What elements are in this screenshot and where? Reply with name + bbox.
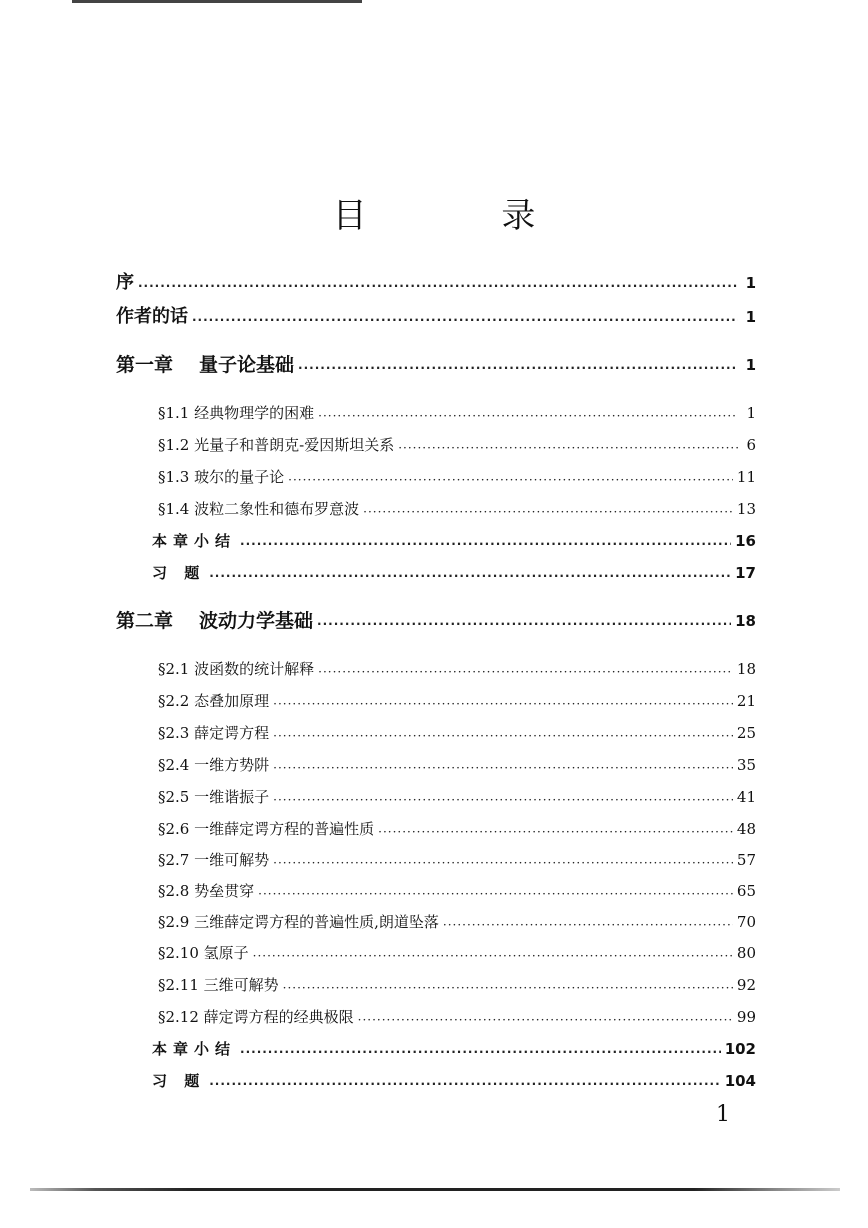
dot-leader — [288, 468, 733, 492]
dot-leader — [273, 724, 733, 748]
toc-entry-chapter-2[interactable] — [116, 606, 756, 636]
toc-entry-preface[interactable] — [116, 268, 756, 298]
toc-entry-section-2-10[interactable] — [158, 938, 756, 968]
toc-label: §1.3 玻尔的量子论 — [158, 468, 285, 486]
toc-page: 1 — [745, 274, 756, 292]
toc-label: 本章小结 — [152, 1040, 237, 1058]
dot-leader — [283, 976, 733, 1000]
toc-page: 104 — [724, 1072, 756, 1090]
toc-entry-section-2-1[interactable] — [158, 654, 756, 684]
toc-entry-section-2-3[interactable] — [158, 718, 756, 748]
page-title: 目 录 — [332, 196, 598, 236]
toc-page: 17 — [735, 564, 756, 582]
toc-entry-section-2-4[interactable] — [158, 750, 756, 780]
toc-label: §2.5 一维谐振子 — [158, 788, 270, 806]
toc-page: 99 — [736, 1008, 756, 1026]
toc-label: §2.9 三维薛定谔方程的普遍性质,朗道坠落 — [158, 913, 439, 931]
toc-label: 本章小结 — [152, 532, 237, 550]
toc-page: 1 — [745, 356, 756, 374]
toc-page: 6 — [746, 436, 756, 454]
toc-label: §2.10 氢原子 — [158, 944, 249, 962]
toc-page: 1 — [746, 404, 756, 422]
toc-entry-section-2-12[interactable] — [158, 1002, 756, 1032]
toc-page: 102 — [724, 1040, 756, 1058]
toc-entry-chapter-1-summary[interactable] — [152, 526, 756, 556]
toc-label: §2.11 三维可解势 — [158, 976, 279, 994]
toc-entry-section-1-3[interactable] — [158, 462, 756, 492]
toc-entry-section-2-7[interactable] — [158, 845, 756, 875]
dot-leader — [398, 436, 738, 460]
toc-entry-chapter-1[interactable] — [116, 350, 756, 380]
toc-label: §2.6 一维薛定谔方程的普遍性质 — [158, 820, 375, 838]
dot-leader — [273, 788, 733, 812]
toc-label: 习 题 — [152, 1072, 206, 1090]
toc-label: §1.2 光量子和普朗克-爱因斯坦关系 — [158, 436, 395, 454]
toc-label: §2.3 薛定谔方程 — [158, 724, 270, 742]
toc-entry-section-1-1[interactable] — [158, 398, 756, 428]
toc-entry-section-1-4[interactable] — [158, 494, 756, 524]
toc-page: 80 — [736, 944, 756, 962]
toc-page: 65 — [736, 882, 756, 900]
toc-page: 18 — [736, 660, 756, 678]
dot-leader — [273, 692, 733, 716]
dot-leader — [258, 882, 733, 906]
toc-page: 16 — [735, 532, 756, 550]
toc-page: 41 — [736, 788, 756, 806]
toc-entry-section-2-6[interactable] — [158, 814, 756, 844]
toc-label: 作者的话 — [116, 306, 188, 327]
dot-leader — [209, 564, 731, 588]
top-scan-line — [72, 0, 362, 3]
toc-label: §2.12 薛定谔方程的经典极限 — [158, 1008, 354, 1026]
toc-page: 11 — [736, 468, 756, 486]
dot-leader — [192, 308, 738, 332]
dot-leader — [317, 612, 731, 636]
toc-label: §2.8 势垒贯穿 — [158, 882, 255, 900]
toc-label: §1.4 波粒二象性和德布罗意波 — [158, 500, 360, 518]
dot-leader — [138, 274, 738, 298]
dot-leader — [253, 944, 733, 968]
toc-page: 21 — [736, 692, 756, 710]
chapter-title: 量子论基础 — [199, 354, 295, 376]
toc-entry-chapter-2-summary[interactable] — [152, 1034, 756, 1064]
toc-label: §2.7 一维可解势 — [158, 851, 270, 869]
dot-leader — [298, 356, 738, 380]
dot-leader — [240, 1040, 721, 1064]
toc-entry-section-1-2[interactable] — [158, 430, 756, 460]
dot-leader — [273, 756, 733, 780]
toc-entry-section-2-5[interactable] — [158, 782, 756, 812]
toc-page: 35 — [736, 756, 756, 774]
bottom-scan-line — [30, 1188, 840, 1191]
toc-entry-section-2-2[interactable] — [158, 686, 756, 716]
toc-page: 57 — [736, 851, 756, 869]
toc-page: 70 — [736, 913, 756, 931]
dot-leader — [209, 1072, 720, 1096]
toc-label: 习 题 — [152, 564, 206, 582]
toc-label: §2.1 波函数的统计解释 — [158, 660, 315, 678]
dot-leader — [240, 532, 731, 556]
toc-label: 序 — [116, 272, 134, 293]
toc-label: §1.1 经典物理学的困难 — [158, 404, 315, 422]
toc-entry-section-2-9[interactable] — [158, 907, 756, 937]
page-number: 1 — [716, 1102, 730, 1127]
toc-page: 48 — [736, 820, 756, 838]
dot-leader — [443, 913, 733, 937]
toc-page: 92 — [736, 976, 756, 994]
dot-leader — [318, 404, 738, 428]
toc-page: 25 — [736, 724, 756, 742]
dot-leader — [318, 660, 733, 684]
chapter-title: 波动力学基础 — [199, 610, 314, 632]
chapter-number: 第二章 — [116, 610, 174, 632]
toc-page: 13 — [736, 500, 756, 518]
toc-entry-section-2-8[interactable] — [158, 876, 756, 906]
toc-entry-section-2-11[interactable] — [158, 970, 756, 1000]
dot-leader — [378, 820, 733, 844]
chapter-number: 第一章 — [116, 354, 174, 376]
toc-page: 18 — [735, 612, 756, 630]
toc-label: §2.2 态叠加原理 — [158, 692, 270, 710]
dot-leader — [273, 851, 733, 875]
toc-page: 1 — [745, 308, 756, 326]
toc-entry-author-note[interactable] — [116, 302, 756, 332]
dot-leader — [358, 1008, 733, 1032]
toc-entry-chapter-1-exercises[interactable] — [152, 558, 756, 588]
toc-entry-chapter-2-exercises[interactable] — [152, 1066, 756, 1096]
toc-label: §2.4 一维方势阱 — [158, 756, 270, 774]
dot-leader — [363, 500, 733, 524]
